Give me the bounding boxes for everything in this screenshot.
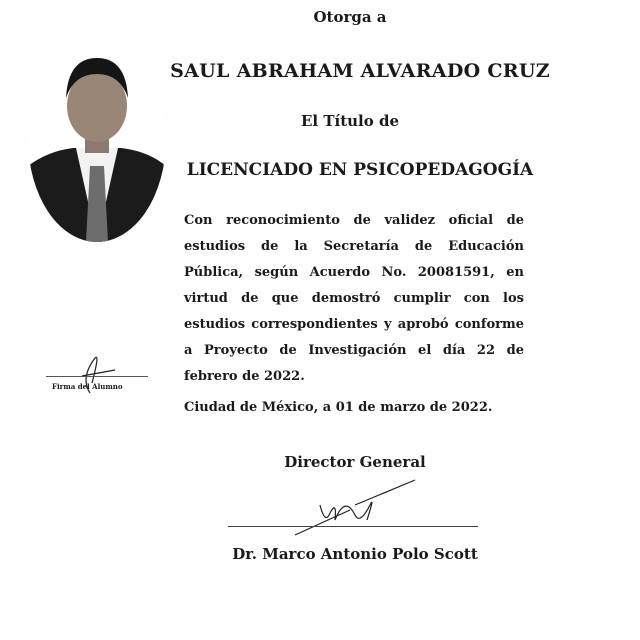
titulo-de-text: El Título de [300, 112, 399, 130]
recipient-name: SAUL ABRAHAM ALVARADO CRUZ [170, 60, 550, 82]
student-portrait [28, 36, 166, 242]
degree-title: LICENCIADO EN PSICOPEDAGOGÍA [186, 160, 534, 180]
director-signature-line [228, 526, 478, 527]
otorga-text: Otorga a [313, 8, 387, 26]
certificate-body: Con reconocimiento de validez oficial de estudios de la Secretaría de Educación Pública, según Acuerdo No. 20081591, en virtud de que demostró cumplir con los estudios correspondientes y aprobó conforme a Proyecto de Investigación el día 22 de febrero de 2022. [184, 213, 524, 384]
place-date: Ciudad de México, a 01 de marzo de 2022. [184, 400, 493, 415]
director-title: Director General [284, 453, 426, 471]
director-signature [275, 475, 425, 545]
student-signature-line [46, 376, 148, 377]
student-signature-label: Firma del Alumno [52, 382, 123, 391]
student-photo [28, 36, 166, 242]
director-name: Dr. Marco Antonio Polo Scott [232, 545, 478, 563]
